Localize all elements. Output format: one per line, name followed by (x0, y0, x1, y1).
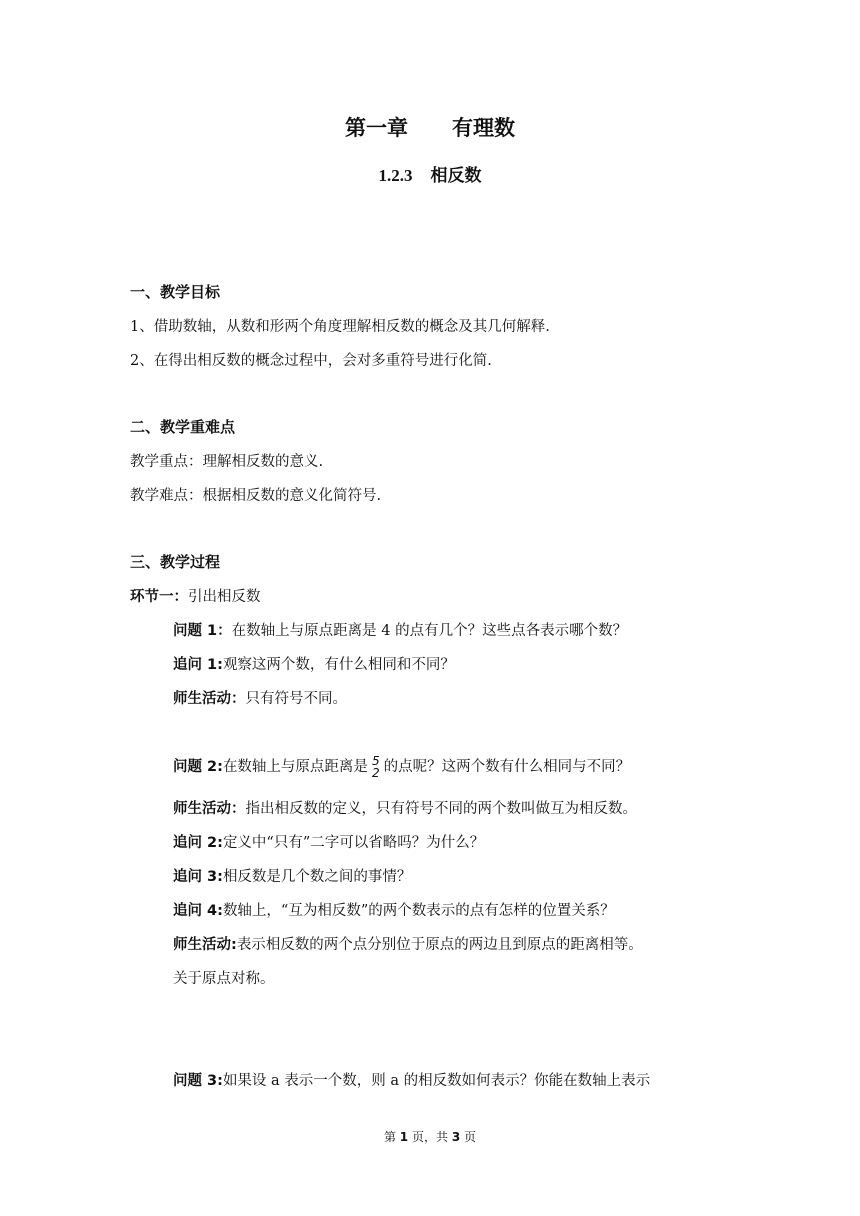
activity-1-label: 师生活动： (173, 691, 246, 707)
footer-page-number: 1 (399, 1130, 409, 1144)
activity-2 (173, 797, 637, 818)
follow-up-3-text: 相反数是几个数之间的事情？ (222, 869, 412, 885)
follow-up-4-label: 追问 4: (173, 903, 223, 919)
section-name: 相反数 (430, 166, 482, 186)
difficulty-label: 教学难点： (130, 488, 203, 504)
process-heading: 三、教学过程 (130, 553, 221, 571)
footer-prefix: 第 (383, 1130, 396, 1144)
step1-label: 环节一： (130, 589, 188, 605)
follow-up-1 (173, 653, 455, 674)
question-3-label: 问题 3: (173, 1073, 223, 1089)
focus-line (130, 450, 323, 471)
goals-heading: 一、教学目标 (130, 283, 221, 301)
step1-line (130, 585, 261, 606)
difficulty-text: 根据相反数的意义化简符号. (202, 488, 382, 504)
chapter-name: 有理数 (452, 116, 515, 140)
focus-text: 理解相反数的意义. (202, 454, 324, 470)
footer-middle: 页，共 (411, 1130, 448, 1144)
activity-2-text: 指出相反数的定义，只有符号不同的两个数叫做互为相反数。 (245, 801, 637, 817)
chapter-title (0, 112, 860, 142)
question-3 (173, 1069, 650, 1090)
focus-label: 教学重点： (130, 454, 203, 470)
fraction-numerator: 5 (371, 754, 380, 768)
follow-up-3-label: 追问 3: (173, 869, 223, 885)
question-3-text: 如果设 a 表示一个数，则 a 的相反数如何表示？你能在数轴上表示 (222, 1073, 651, 1089)
follow-up-1-text: 观察这两个数，有什么相同和不同？ (222, 657, 455, 673)
follow-up-2-text: 定义中“只有”二字可以省略吗？为什么？ (222, 835, 485, 851)
activity-1 (173, 687, 347, 708)
key-points-heading: 二、教学重难点 (130, 418, 236, 436)
section-title (0, 161, 860, 186)
follow-up-4 (173, 899, 615, 920)
activity-3 (173, 933, 643, 954)
follow-up-2 (173, 831, 484, 852)
question-1-text: 在数轴上与原点距离是 4 的点有几个？这些点各表示哪个数？ (231, 623, 628, 639)
section-number: 1.2.3 (378, 166, 413, 185)
question-2-text-b: 的点呢？这两个数有什么相同与不同？ (383, 759, 631, 775)
question-2-text-a: 在数轴上与原点距离是 (222, 759, 368, 775)
activity-3-label: 师生活动: (173, 937, 237, 953)
goal-item-2: 2、在得出相反数的概念过程中，会对多重符号进行化简. (130, 353, 492, 369)
follow-up-4-text: 数轴上，“互为相反数”的两个数表示的点有怎样的位置关系？ (222, 903, 615, 919)
follow-up-3 (173, 865, 411, 886)
goal-item-1: 1、借助数轴，从数和形两个角度理解相反数的概念及其几何解释. (130, 319, 550, 335)
question-2 (173, 755, 630, 779)
activity-2-label: 师生活动： (173, 801, 246, 817)
follow-up-1-label: 追问 1: (173, 657, 223, 673)
question-2-label: 问题 2: (173, 759, 223, 775)
question-1 (173, 619, 627, 640)
follow-up-2-label: 追问 2: (173, 835, 223, 851)
chapter-number: 第一章 (345, 116, 408, 140)
step1-text: 引出相反数 (188, 589, 261, 605)
footer-total-pages: 3 (451, 1130, 461, 1144)
fraction-denominator: 2 (371, 766, 380, 780)
activity-1-text: 只有符号不同。 (245, 691, 347, 707)
question-1-label: 问题 1： (173, 623, 232, 639)
fraction-five-halves (372, 755, 380, 779)
difficulty-line (130, 484, 381, 505)
activity-3-text: 表示相反数的两个点分别位于原点的两边且到原点的距离相等。 (236, 937, 643, 953)
footer-suffix: 页 (464, 1130, 477, 1144)
activity-3-continuation: 关于原点对称。 (173, 971, 275, 987)
page-footer (0, 1128, 860, 1145)
